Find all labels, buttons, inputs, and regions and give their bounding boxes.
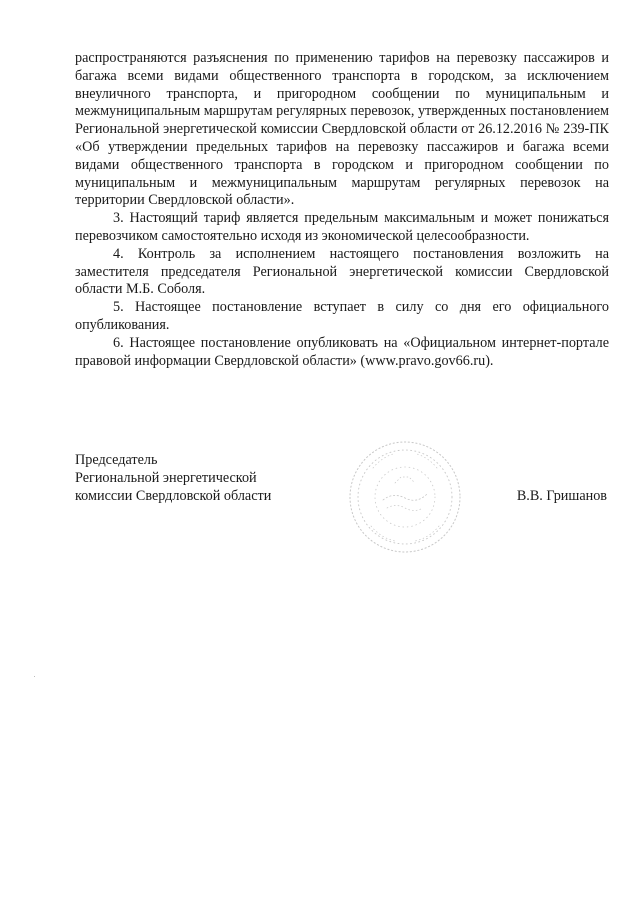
signatory-title [75, 452, 335, 505]
signature-block [75, 452, 609, 542]
official-seal-icon [343, 438, 467, 556]
signatory-title-line-2: Региональной энергетической [75, 469, 257, 486]
document-body [75, 50, 609, 370]
signatory-title-line-3: комиссии Свердловской области [75, 487, 272, 504]
paragraph-item-5: 5. Настоящее постановление вступает в силу со дня его официального опубликования. [75, 299, 609, 333]
scan-speck [34, 676, 35, 677]
signatory-name: В.В. Гришанов [516, 488, 607, 504]
signatory-title-line-1: Председатель [75, 452, 158, 468]
paragraph-continuation: распространяются разъяснения по применению тарифов на перевозку пассажиров и багажа всеми видами общественного транспорта в городском, за исключением внеуличного транспорта, и пригородном сообщении по муниципальным и межмуниципальным маршрутам регулярных перевозок, утвержденных постановлением Региональной энергетической комиссии Свердловской области от 26.12.2016 № 239-ПК «Об утверждении предельных тарифов на перевозку пассажиров и багажа всеми видами общественного транспорта в городском и пригородном сообщении по муниципальным и межмуниципальным маршрутам регулярных перевозок на территории Свердловской области». [75, 50, 609, 209]
paragraph-item-4: 4. Контроль за исполнением настоящего постановления возложить на заместителя председателя Региональной энергетической комиссии Свердловской области М.Б. Соболя. [75, 245, 609, 298]
paragraph-item-3: 3. Настоящий тариф является предельным максимальным и может понижаться перевозчиком самостоятельно исходя из экономической целесообразности. [75, 210, 609, 244]
paragraph-item-6: 6. Настоящее постановление опубликовать на «Официальном интернет-портале правовой информации Свердловской области» (www.pravo.gov66.ru). [75, 334, 609, 369]
